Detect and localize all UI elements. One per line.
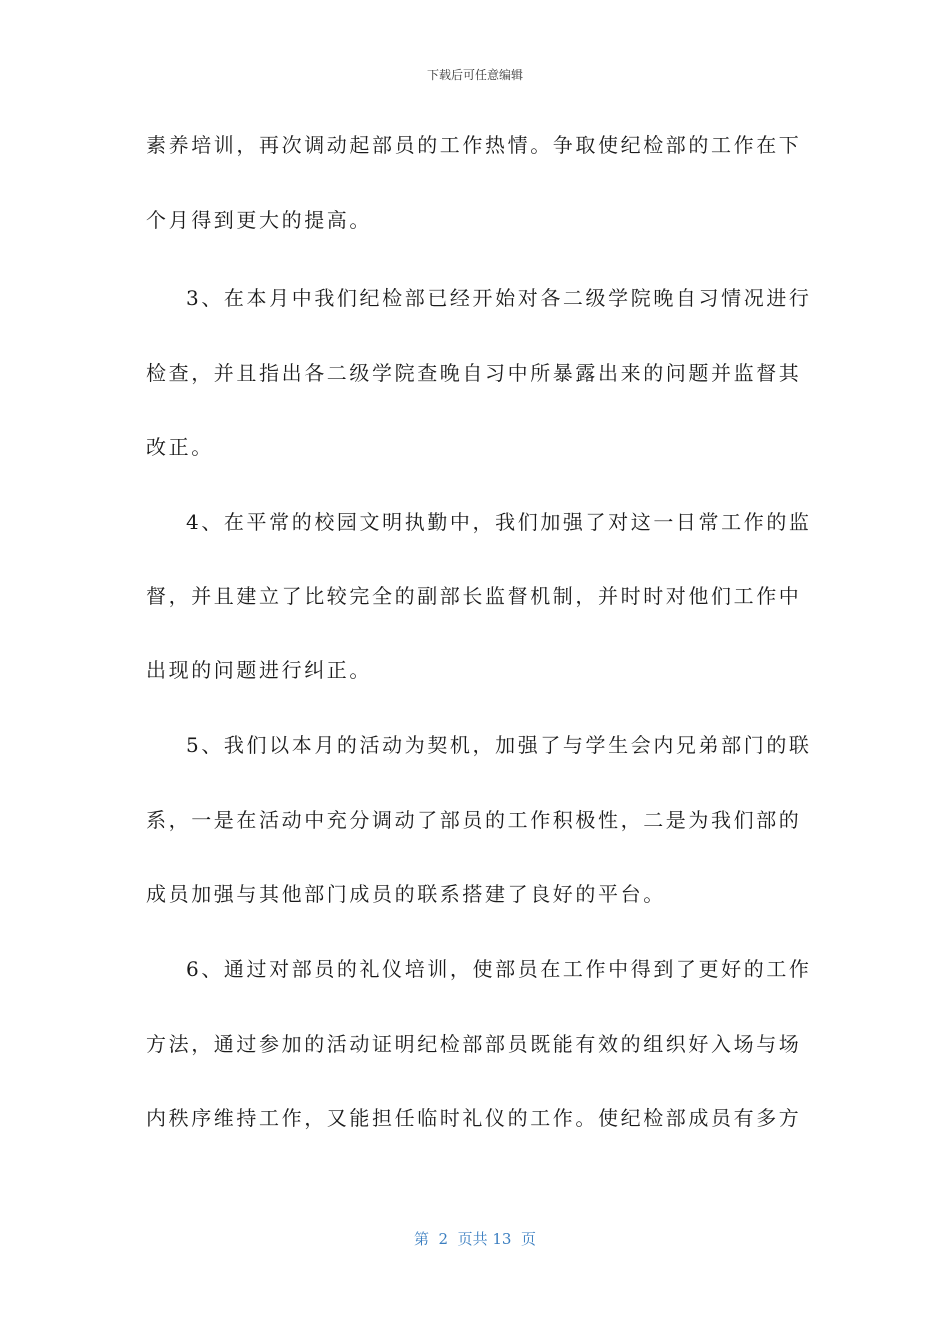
body-line: 成员加强与其他部门成员的联系搭建了良好的平台。 xyxy=(146,882,666,906)
body-line: 内秩序维持工作，又能担任临时礼仪的工作。使纪检部成员有多方 xyxy=(146,1106,802,1130)
body-line: 出现的问题进行纠正。 xyxy=(146,658,372,682)
body-line: 3、在本月中我们纪检部已经开始对各二级学院晚自习情况进行 xyxy=(186,286,812,310)
body-line: 改正。 xyxy=(146,435,214,459)
body-line: 方法，通过参加的活动证明纪检部部员既能有效的组织好入场与场 xyxy=(146,1032,802,1056)
body-line: 个月得到更大的提高。 xyxy=(146,208,372,232)
body-line: 检查，并且指出各二级学院查晚自习中所暴露出来的问题并监督其 xyxy=(146,361,802,385)
page-header: 下载后可任意编辑 xyxy=(426,68,523,82)
body-line: 6、通过对部员的礼仪培训，使部员在工作中得到了更好的工作 xyxy=(186,957,812,981)
page-number-footer: 第 2 页共 13 页 xyxy=(413,1230,536,1248)
body-line: 4、在平常的校园文明执勤中，我们加强了对这一日常工作的监 xyxy=(186,510,812,534)
body-line: 素养培训，再次调动起部员的工作热情。争取使纪检部的工作在下 xyxy=(146,133,802,157)
body-line: 督，并且建立了比较完全的副部长监督机制，并时时对他们工作中 xyxy=(146,584,802,608)
body-line: 5、我们以本月的活动为契机，加强了与学生会内兄弟部门的联 xyxy=(186,733,812,757)
body-line: 系，一是在活动中充分调动了部员的工作积极性，二是为我们部的 xyxy=(146,808,802,832)
